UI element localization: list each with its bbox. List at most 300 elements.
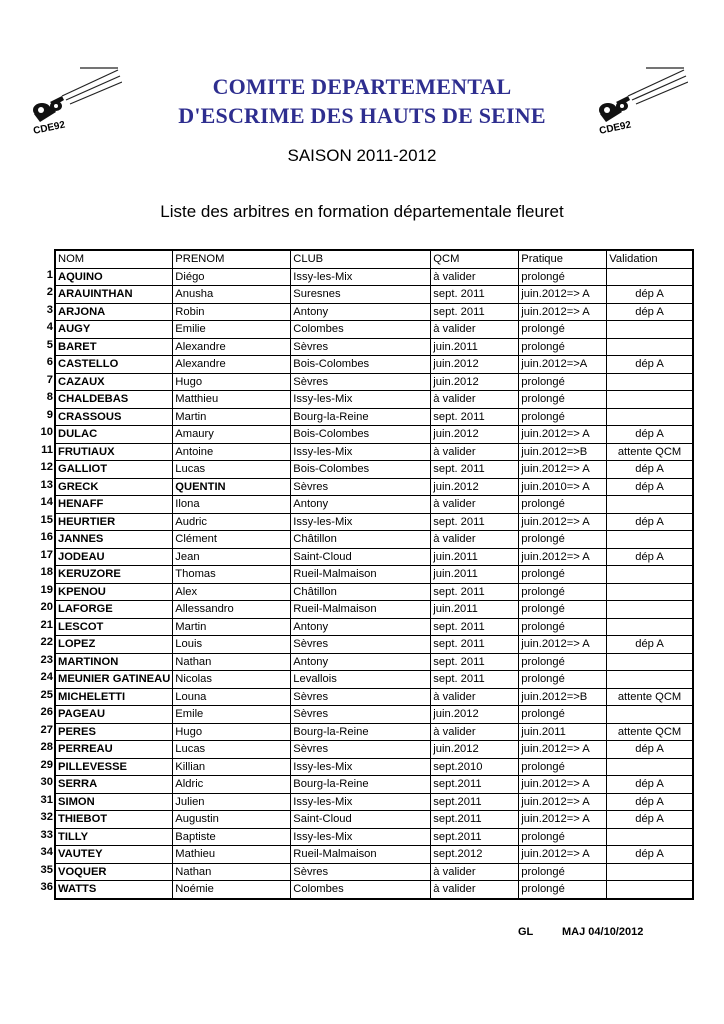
cell-validation: attente QCM [607, 688, 693, 706]
cell-club: Bourg-la-Reine [291, 408, 431, 426]
cell-prenom: Hugo [173, 373, 291, 391]
table-row [55, 321, 693, 339]
cell-club: Bourg-la-Reine [291, 776, 431, 794]
cell-nom: HEURTIER [55, 513, 173, 531]
cell-validation [607, 373, 693, 391]
row-number: 31 [40, 793, 53, 806]
row-number: 30 [40, 776, 53, 788]
cell-qcm: à valider [431, 531, 519, 549]
cell-qcm: sept.2011 [431, 828, 519, 846]
row-number: 35 [40, 863, 53, 876]
cell-club: Rueil-Malmaison [291, 846, 431, 864]
fencer-lunge-icon [22, 66, 122, 142]
cell-validation [607, 496, 693, 514]
cell-pratique: prolongé [519, 881, 607, 899]
row-number: 7 [46, 373, 53, 386]
cell-validation [607, 706, 693, 724]
cell-nom: AUGY [55, 321, 173, 339]
row-number: 5 [46, 338, 53, 351]
table-row [55, 513, 693, 531]
list-title: Liste des arbitres en formation départementale fleuret [160, 202, 564, 221]
cell-pratique: prolongé [519, 863, 607, 881]
cell-club: Sèvres [291, 636, 431, 654]
cell-pratique: juin.2012=> A [519, 846, 607, 864]
cell-nom: CAZAUX [55, 373, 173, 391]
cell-validation [607, 671, 693, 689]
cell-nom: BARET [55, 338, 173, 356]
cell-club: Suresnes [291, 286, 431, 304]
cell-nom: MICHELETTI [55, 688, 173, 706]
table-row [55, 636, 693, 654]
cell-validation: dép A [607, 793, 693, 811]
cell-nom: LESCOT [55, 618, 173, 636]
row-number: 13 [40, 478, 53, 491]
row-number: 17 [40, 548, 53, 561]
table-row [55, 758, 693, 776]
cell-pratique: prolongé [519, 671, 607, 689]
cell-qcm: sept. 2011 [431, 461, 519, 479]
cell-prenom: Robin [173, 303, 291, 321]
row-number: 21 [40, 618, 53, 631]
cell-nom: LAFORGE [55, 601, 173, 619]
cell-qcm: juin.2012 [431, 478, 519, 496]
row-number: 16 [40, 531, 53, 543]
cell-validation: dép A [607, 286, 693, 304]
cell-validation [607, 338, 693, 356]
cell-validation [607, 758, 693, 776]
cell-qcm: à valider [431, 443, 519, 461]
row-number: 9 [46, 408, 53, 421]
cell-club: Issy-les-Mix [291, 391, 431, 409]
cell-validation [607, 583, 693, 601]
col-header-prenom: PRENOM [173, 250, 291, 268]
cell-prenom: Louis [173, 636, 291, 654]
row-number: 20 [40, 601, 53, 613]
cell-qcm: sept. 2011 [431, 286, 519, 304]
cell-club: Saint-Cloud [291, 548, 431, 566]
row-number: 3 [46, 303, 53, 316]
cell-prenom: Jean [173, 548, 291, 566]
cell-prenom: Alexandre [173, 356, 291, 374]
row-number: 32 [40, 811, 53, 823]
cell-validation [607, 566, 693, 584]
table-row [55, 723, 693, 741]
cell-validation [607, 268, 693, 286]
cell-club: Bourg-la-Reine [291, 723, 431, 741]
cell-pratique: prolongé [519, 566, 607, 584]
cell-prenom: Audric [173, 513, 291, 531]
cell-qcm: sept. 2011 [431, 303, 519, 321]
cell-club: Colombes [291, 881, 431, 899]
cell-qcm: à valider [431, 688, 519, 706]
table-row [55, 496, 693, 514]
cell-prenom: Thomas [173, 566, 291, 584]
cell-nom: DULAC [55, 426, 173, 444]
cell-pratique: juin.2010=> A [519, 478, 607, 496]
cell-qcm: sept. 2011 [431, 513, 519, 531]
cell-qcm: à valider [431, 723, 519, 741]
cell-prenom: Diégo [173, 268, 291, 286]
cell-qcm: à valider [431, 881, 519, 899]
table-row [55, 828, 693, 846]
cell-validation [607, 653, 693, 671]
table-row [55, 583, 693, 601]
table-row [55, 688, 693, 706]
cell-validation: dép A [607, 356, 693, 374]
row-number: 27 [40, 723, 53, 736]
cell-pratique: prolongé [519, 338, 607, 356]
cell-pratique: juin.2012=> A [519, 286, 607, 304]
cell-club: Rueil-Malmaison [291, 566, 431, 584]
cell-pratique: juin.2012=> A [519, 811, 607, 829]
cell-validation [607, 408, 693, 426]
table-row [55, 461, 693, 479]
cell-prenom: Julien [173, 793, 291, 811]
cell-club: Sèvres [291, 706, 431, 724]
table-row [55, 338, 693, 356]
row-number: 15 [40, 513, 53, 526]
cell-nom: LOPEZ [55, 636, 173, 654]
cell-club: Colombes [291, 321, 431, 339]
cell-validation: dép A [607, 303, 693, 321]
cell-club: Antony [291, 653, 431, 671]
cell-prenom: Aldric [173, 776, 291, 794]
cell-qcm: juin.2011 [431, 566, 519, 584]
cell-pratique: juin.2012=> A [519, 513, 607, 531]
row-numbers [22, 267, 54, 897]
table-row [55, 846, 693, 864]
row-number: 12 [40, 461, 53, 473]
cell-nom: VAUTEY [55, 846, 173, 864]
logo-text: CDE92 [32, 119, 67, 137]
col-header-club: CLUB [291, 250, 431, 268]
cell-pratique: prolongé [519, 496, 607, 514]
table-row [55, 356, 693, 374]
cell-qcm: à valider [431, 863, 519, 881]
cell-nom: JANNES [55, 531, 173, 549]
cell-validation: dép A [607, 478, 693, 496]
cell-prenom: Mathieu [173, 846, 291, 864]
cell-qcm: juin.2012 [431, 706, 519, 724]
cell-nom: HENAFF [55, 496, 173, 514]
cell-prenom: Matthieu [173, 391, 291, 409]
row-number: 10 [40, 426, 53, 438]
cell-club: Sèvres [291, 373, 431, 391]
cell-qcm: à valider [431, 496, 519, 514]
cell-pratique: juin.2012=> A [519, 426, 607, 444]
cell-pratique: juin.2012=> A [519, 741, 607, 759]
cell-nom: PERES [55, 723, 173, 741]
cell-qcm: sept. 2011 [431, 583, 519, 601]
cell-validation [607, 601, 693, 619]
table-row [55, 268, 693, 286]
cell-club: Bois-Colombes [291, 356, 431, 374]
cell-nom: KPENOU [55, 583, 173, 601]
cell-validation [607, 321, 693, 339]
cell-pratique: prolongé [519, 531, 607, 549]
cell-pratique: prolongé [519, 268, 607, 286]
cell-qcm: sept.2011 [431, 793, 519, 811]
cell-nom: THIEBOT [55, 811, 173, 829]
cell-validation [607, 863, 693, 881]
cell-qcm: sept.2011 [431, 811, 519, 829]
cell-validation: dép A [607, 811, 693, 829]
cell-validation: dép A [607, 513, 693, 531]
table-row [55, 286, 693, 304]
table-row [55, 548, 693, 566]
table-row [55, 671, 693, 689]
cell-pratique: prolongé [519, 373, 607, 391]
cell-pratique: juin.2011 [519, 723, 607, 741]
cell-club: Sèvres [291, 338, 431, 356]
cell-nom: AQUINO [55, 268, 173, 286]
cell-nom: JODEAU [55, 548, 173, 566]
row-number: 29 [40, 758, 53, 771]
cell-qcm: sept. 2011 [431, 408, 519, 426]
cell-prenom: Emilie [173, 321, 291, 339]
table-row [55, 793, 693, 811]
cell-nom: FRUTIAUX [55, 443, 173, 461]
cell-validation: attente QCM [607, 443, 693, 461]
table-row [55, 618, 693, 636]
cell-nom: PERREAU [55, 741, 173, 759]
cell-nom: ARAUINTHAN [55, 286, 173, 304]
cell-pratique: juin.2012=> A [519, 636, 607, 654]
committee-title-line2: D'ESCRIME DES HAUTS DE SEINE [178, 103, 546, 128]
cell-validation: dép A [607, 636, 693, 654]
cell-prenom: Alexandre [173, 338, 291, 356]
cell-club: Issy-les-Mix [291, 513, 431, 531]
table-row [55, 776, 693, 794]
row-number: 33 [40, 828, 53, 841]
cell-pratique: juin.2012=>B [519, 688, 607, 706]
cell-prenom: Anusha [173, 286, 291, 304]
cell-club: Issy-les-Mix [291, 443, 431, 461]
cell-pratique: prolongé [519, 408, 607, 426]
table-row [55, 811, 693, 829]
cell-prenom: Martin [173, 618, 291, 636]
cell-club: Issy-les-Mix [291, 828, 431, 846]
footer-update-date: MAJ 04/10/2012 [562, 926, 644, 938]
cell-prenom: Augustin [173, 811, 291, 829]
cell-nom: CRASSOUS [55, 408, 173, 426]
cell-nom: MEUNIER GATINEAU [55, 671, 173, 689]
cell-nom: KERUZORE [55, 566, 173, 584]
cell-pratique: prolongé [519, 653, 607, 671]
cell-nom: MARTINON [55, 653, 173, 671]
row-number: 24 [40, 671, 53, 683]
row-number: 2 [46, 286, 53, 298]
table-row [55, 478, 693, 496]
cell-qcm: juin.2012 [431, 741, 519, 759]
cell-pratique: prolongé [519, 583, 607, 601]
cell-prenom: Hugo [173, 723, 291, 741]
season-heading: SAISON 2011-2012 [287, 146, 437, 165]
row-number: 28 [40, 741, 53, 753]
table-row [55, 741, 693, 759]
cell-nom: GALLIOT [55, 461, 173, 479]
cell-pratique: prolongé [519, 758, 607, 776]
cell-validation [607, 618, 693, 636]
table-row [55, 863, 693, 881]
table-row [55, 373, 693, 391]
table-header-row [55, 250, 693, 268]
row-number: 19 [40, 583, 53, 596]
cell-validation: dép A [607, 461, 693, 479]
table-row [55, 426, 693, 444]
cell-validation [607, 531, 693, 549]
cell-nom: WATTS [55, 881, 173, 899]
row-number: 14 [40, 496, 53, 508]
row-number: 4 [46, 321, 53, 333]
cell-prenom: Amaury [173, 426, 291, 444]
col-header-nom: NOM [55, 250, 173, 268]
cell-prenom: Ilona [173, 496, 291, 514]
cell-pratique: juin.2012=> A [519, 548, 607, 566]
cell-validation [607, 881, 693, 899]
cell-nom: GRECK [55, 478, 173, 496]
cell-pratique: juin.2012=> A [519, 793, 607, 811]
row-number: 36 [40, 881, 53, 893]
cell-qcm: juin.2011 [431, 338, 519, 356]
col-header-pratique: Pratique [519, 250, 607, 268]
cell-pratique: prolongé [519, 601, 607, 619]
cell-qcm: juin.2012 [431, 356, 519, 374]
col-header-validation: Validation [607, 250, 693, 268]
logo-text: CDE92 [598, 119, 633, 137]
cell-club: Sèvres [291, 863, 431, 881]
cell-nom: CHALDEBAS [55, 391, 173, 409]
cell-prenom: Noémie [173, 881, 291, 899]
cell-club: Sèvres [291, 741, 431, 759]
cde92-logo-left [22, 66, 122, 142]
cell-validation: dép A [607, 776, 693, 794]
cell-pratique: juin.2012=>B [519, 443, 607, 461]
row-number: 11 [41, 443, 53, 456]
cell-qcm: à valider [431, 391, 519, 409]
cell-prenom: Nathan [173, 653, 291, 671]
table-row [55, 408, 693, 426]
cell-prenom: Louna [173, 688, 291, 706]
row-number: 26 [40, 706, 53, 718]
cell-qcm: sept.2010 [431, 758, 519, 776]
cell-qcm: à valider [431, 268, 519, 286]
cell-prenom: Lucas [173, 461, 291, 479]
cell-prenom: Emile [173, 706, 291, 724]
table-row [55, 601, 693, 619]
row-number: 6 [46, 356, 53, 368]
table-row [55, 443, 693, 461]
cell-validation [607, 828, 693, 846]
cell-prenom: Antoine [173, 443, 291, 461]
cell-pratique: prolongé [519, 391, 607, 409]
table-row [55, 303, 693, 321]
cell-prenom: Martin [173, 408, 291, 426]
cell-nom: SERRA [55, 776, 173, 794]
cell-validation: dép A [607, 846, 693, 864]
cell-qcm: sept. 2011 [431, 653, 519, 671]
cell-nom: PILLEVESSE [55, 758, 173, 776]
cell-club: Sèvres [291, 478, 431, 496]
cell-validation: dép A [607, 426, 693, 444]
cell-club: Bois-Colombes [291, 426, 431, 444]
cell-qcm: juin.2012 [431, 426, 519, 444]
cell-club: Issy-les-Mix [291, 758, 431, 776]
row-number: 8 [46, 391, 53, 403]
referee-table [54, 249, 694, 900]
cell-qcm: juin.2011 [431, 548, 519, 566]
row-number: 22 [40, 636, 53, 648]
cell-qcm: sept. 2011 [431, 618, 519, 636]
cell-qcm: sept. 2011 [431, 636, 519, 654]
cell-qcm: sept.2011 [431, 776, 519, 794]
cell-prenom: Killian [173, 758, 291, 776]
cell-club: Levallois [291, 671, 431, 689]
cell-club: Antony [291, 496, 431, 514]
cell-club: Antony [291, 303, 431, 321]
cell-club: Saint-Cloud [291, 811, 431, 829]
cell-qcm: sept. 2011 [431, 671, 519, 689]
cell-prenom: Alex [173, 583, 291, 601]
cell-pratique: juin.2012=> A [519, 461, 607, 479]
cell-pratique: prolongé [519, 828, 607, 846]
table-row [55, 531, 693, 549]
cell-pratique: prolongé [519, 618, 607, 636]
table-row [55, 653, 693, 671]
cell-nom: SIMON [55, 793, 173, 811]
cell-nom: ARJONA [55, 303, 173, 321]
cell-club: Bois-Colombes [291, 461, 431, 479]
cell-nom: TILLY [55, 828, 173, 846]
cell-prenom: Clément [173, 531, 291, 549]
cell-pratique: juin.2012=>A [519, 356, 607, 374]
cell-validation: attente QCM [607, 723, 693, 741]
cell-validation: dép A [607, 741, 693, 759]
cell-validation [607, 391, 693, 409]
cell-club: Châtillon [291, 531, 431, 549]
row-number: 1 [46, 268, 53, 281]
footer-initials: GL [518, 926, 534, 938]
cell-pratique: juin.2012=> A [519, 776, 607, 794]
cell-club: Antony [291, 618, 431, 636]
cell-club: Rueil-Malmaison [291, 601, 431, 619]
table-row [55, 706, 693, 724]
row-number: 25 [40, 688, 53, 701]
cell-prenom: Nicolas [173, 671, 291, 689]
cell-club: Issy-les-Mix [291, 268, 431, 286]
cell-validation: dép A [607, 548, 693, 566]
row-number: 23 [40, 653, 53, 666]
cell-club: Châtillon [291, 583, 431, 601]
cell-qcm: à valider [431, 321, 519, 339]
cell-prenom: Allessandro [173, 601, 291, 619]
table-row [55, 391, 693, 409]
cell-qcm: juin.2011 [431, 601, 519, 619]
cell-pratique: prolongé [519, 706, 607, 724]
cell-qcm: juin.2012 [431, 373, 519, 391]
cell-club: Sèvres [291, 688, 431, 706]
row-number: 34 [40, 846, 53, 858]
cell-nom: VOQUER [55, 863, 173, 881]
committee-title-line1: COMITE DEPARTEMENTAL [212, 74, 512, 99]
cell-club: Issy-les-Mix [291, 793, 431, 811]
row-number: 18 [40, 566, 53, 578]
cell-prenom: Baptiste [173, 828, 291, 846]
cell-nom: CASTELLO [55, 356, 173, 374]
cell-pratique: prolongé [519, 321, 607, 339]
table-row [55, 881, 693, 899]
cell-prenom: QUENTIN [173, 478, 291, 496]
